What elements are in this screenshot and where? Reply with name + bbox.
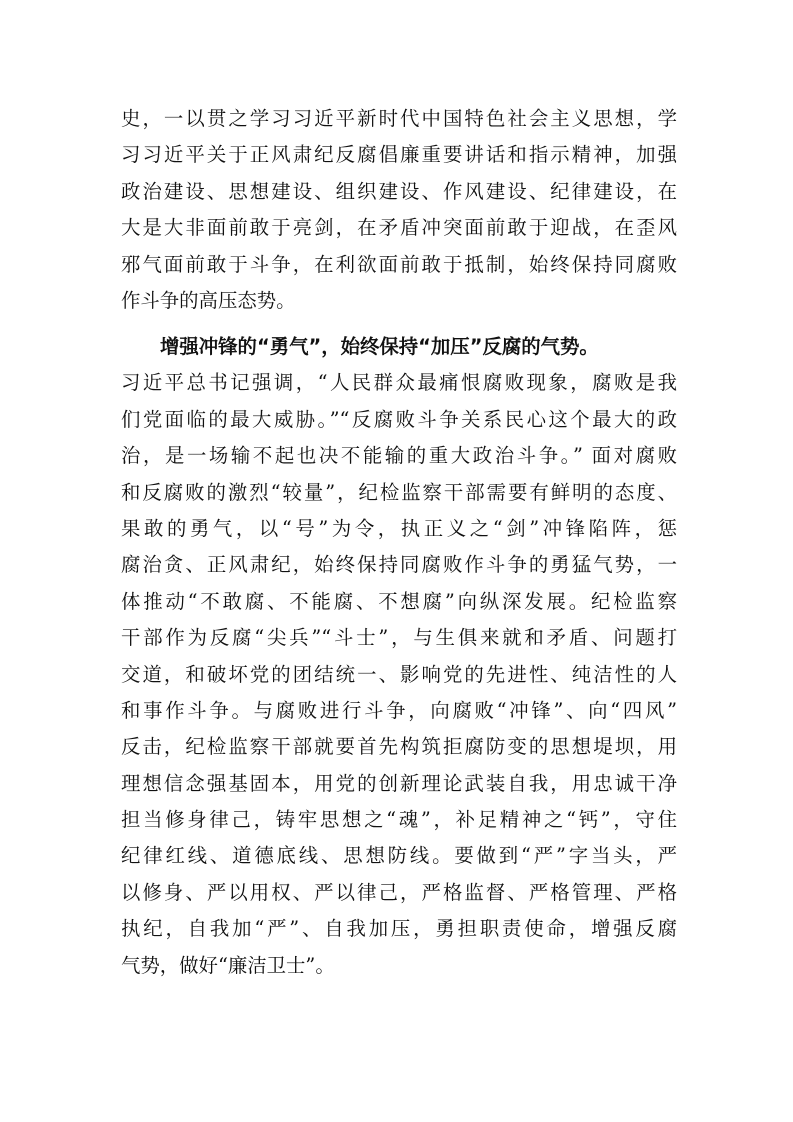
text-line: 干部作为反腐“尖兵”“斗士”，与生俱来就和矛盾、问题打 [121, 626, 677, 650]
text-line: 和反腐败的激烈“较量”，纪检监察干部需要有鲜明的态度、 [121, 480, 677, 504]
text-line: 政治建设、思想建设、组织建设、作风建设、纪律建设，在 [121, 179, 677, 203]
text-line: 理想信念强基固本，用党的创新理论武装自我，用忠诚干净 [121, 771, 677, 795]
text-line: 治，是一场输不起也决不能输的重大政治斗争。” 面对腐败 [121, 444, 677, 468]
paragraph-continuation [121, 101, 677, 319]
text-line: 体推动“不敢腐、不能腐、不想腐”向纵深发展。纪检监察 [121, 589, 677, 613]
text-line: 邪气面前敢于斗争，在利欲面前敢于抵制，始终保持同腐败 [121, 252, 677, 276]
text-line: 作斗争的高压态势。 [121, 288, 296, 312]
paragraph-heading: 增强冲锋的“勇气”，始终保持“加压”反腐的气势。 [160, 335, 599, 358]
text-line: 执纪，自我加“严”、自我加压，勇担职责使命，增强反腐 [121, 917, 677, 941]
text-line: 习习近平关于正风肃纪反腐倡廉重要讲话和指示精神，加强 [121, 143, 677, 167]
text-line: 纪律红线、道德底线、思想防线。要做到“严”字当头，严 [121, 844, 677, 868]
text-line: 史，一以贯之学习习近平新时代中国特色社会主义思想，学 [121, 107, 677, 130]
paragraph-courage [121, 329, 677, 984]
text-line: 习近平总书记强调，“人民群众最痛恨腐败现象，腐败是我 [121, 371, 677, 395]
text-line: 大是大非面前敢于亮剑，在矛盾冲突面前敢于迎战，在歪风 [121, 216, 677, 240]
text-line: 果敢的勇气，以“号”为令，执正义之“剑”冲锋陷阵，惩 [121, 516, 677, 540]
text-line: 担当修身律己，铸牢思想之“魂”，补足精神之“钙”，守住 [121, 808, 677, 832]
text-line: 腐治贪、正风肃纪，始终保持同腐败作斗争的勇猛气势，一 [121, 553, 677, 577]
text-line: 交道，和破坏党的团结统一、影响党的先进性、纯洁性的人 [121, 662, 677, 686]
text-line: 气势，做好“廉洁卫士”。 [121, 953, 335, 977]
text-line: 和事作斗争。与腐败进行斗争，向腐败“冲锋”、向“四风” [121, 698, 677, 722]
text-line: 以修身、严以用权、严以律己，严格监督、严格管理、严格 [121, 880, 677, 904]
text-line: 们党面临的最大威胁。”“反腐败斗争关系民心这个最大的政 [121, 407, 677, 431]
text-line: 反击，纪检监察干部就要首先构筑拒腐防变的思想堤坝，用 [121, 735, 677, 759]
paragraph-heading-line [121, 329, 677, 365]
